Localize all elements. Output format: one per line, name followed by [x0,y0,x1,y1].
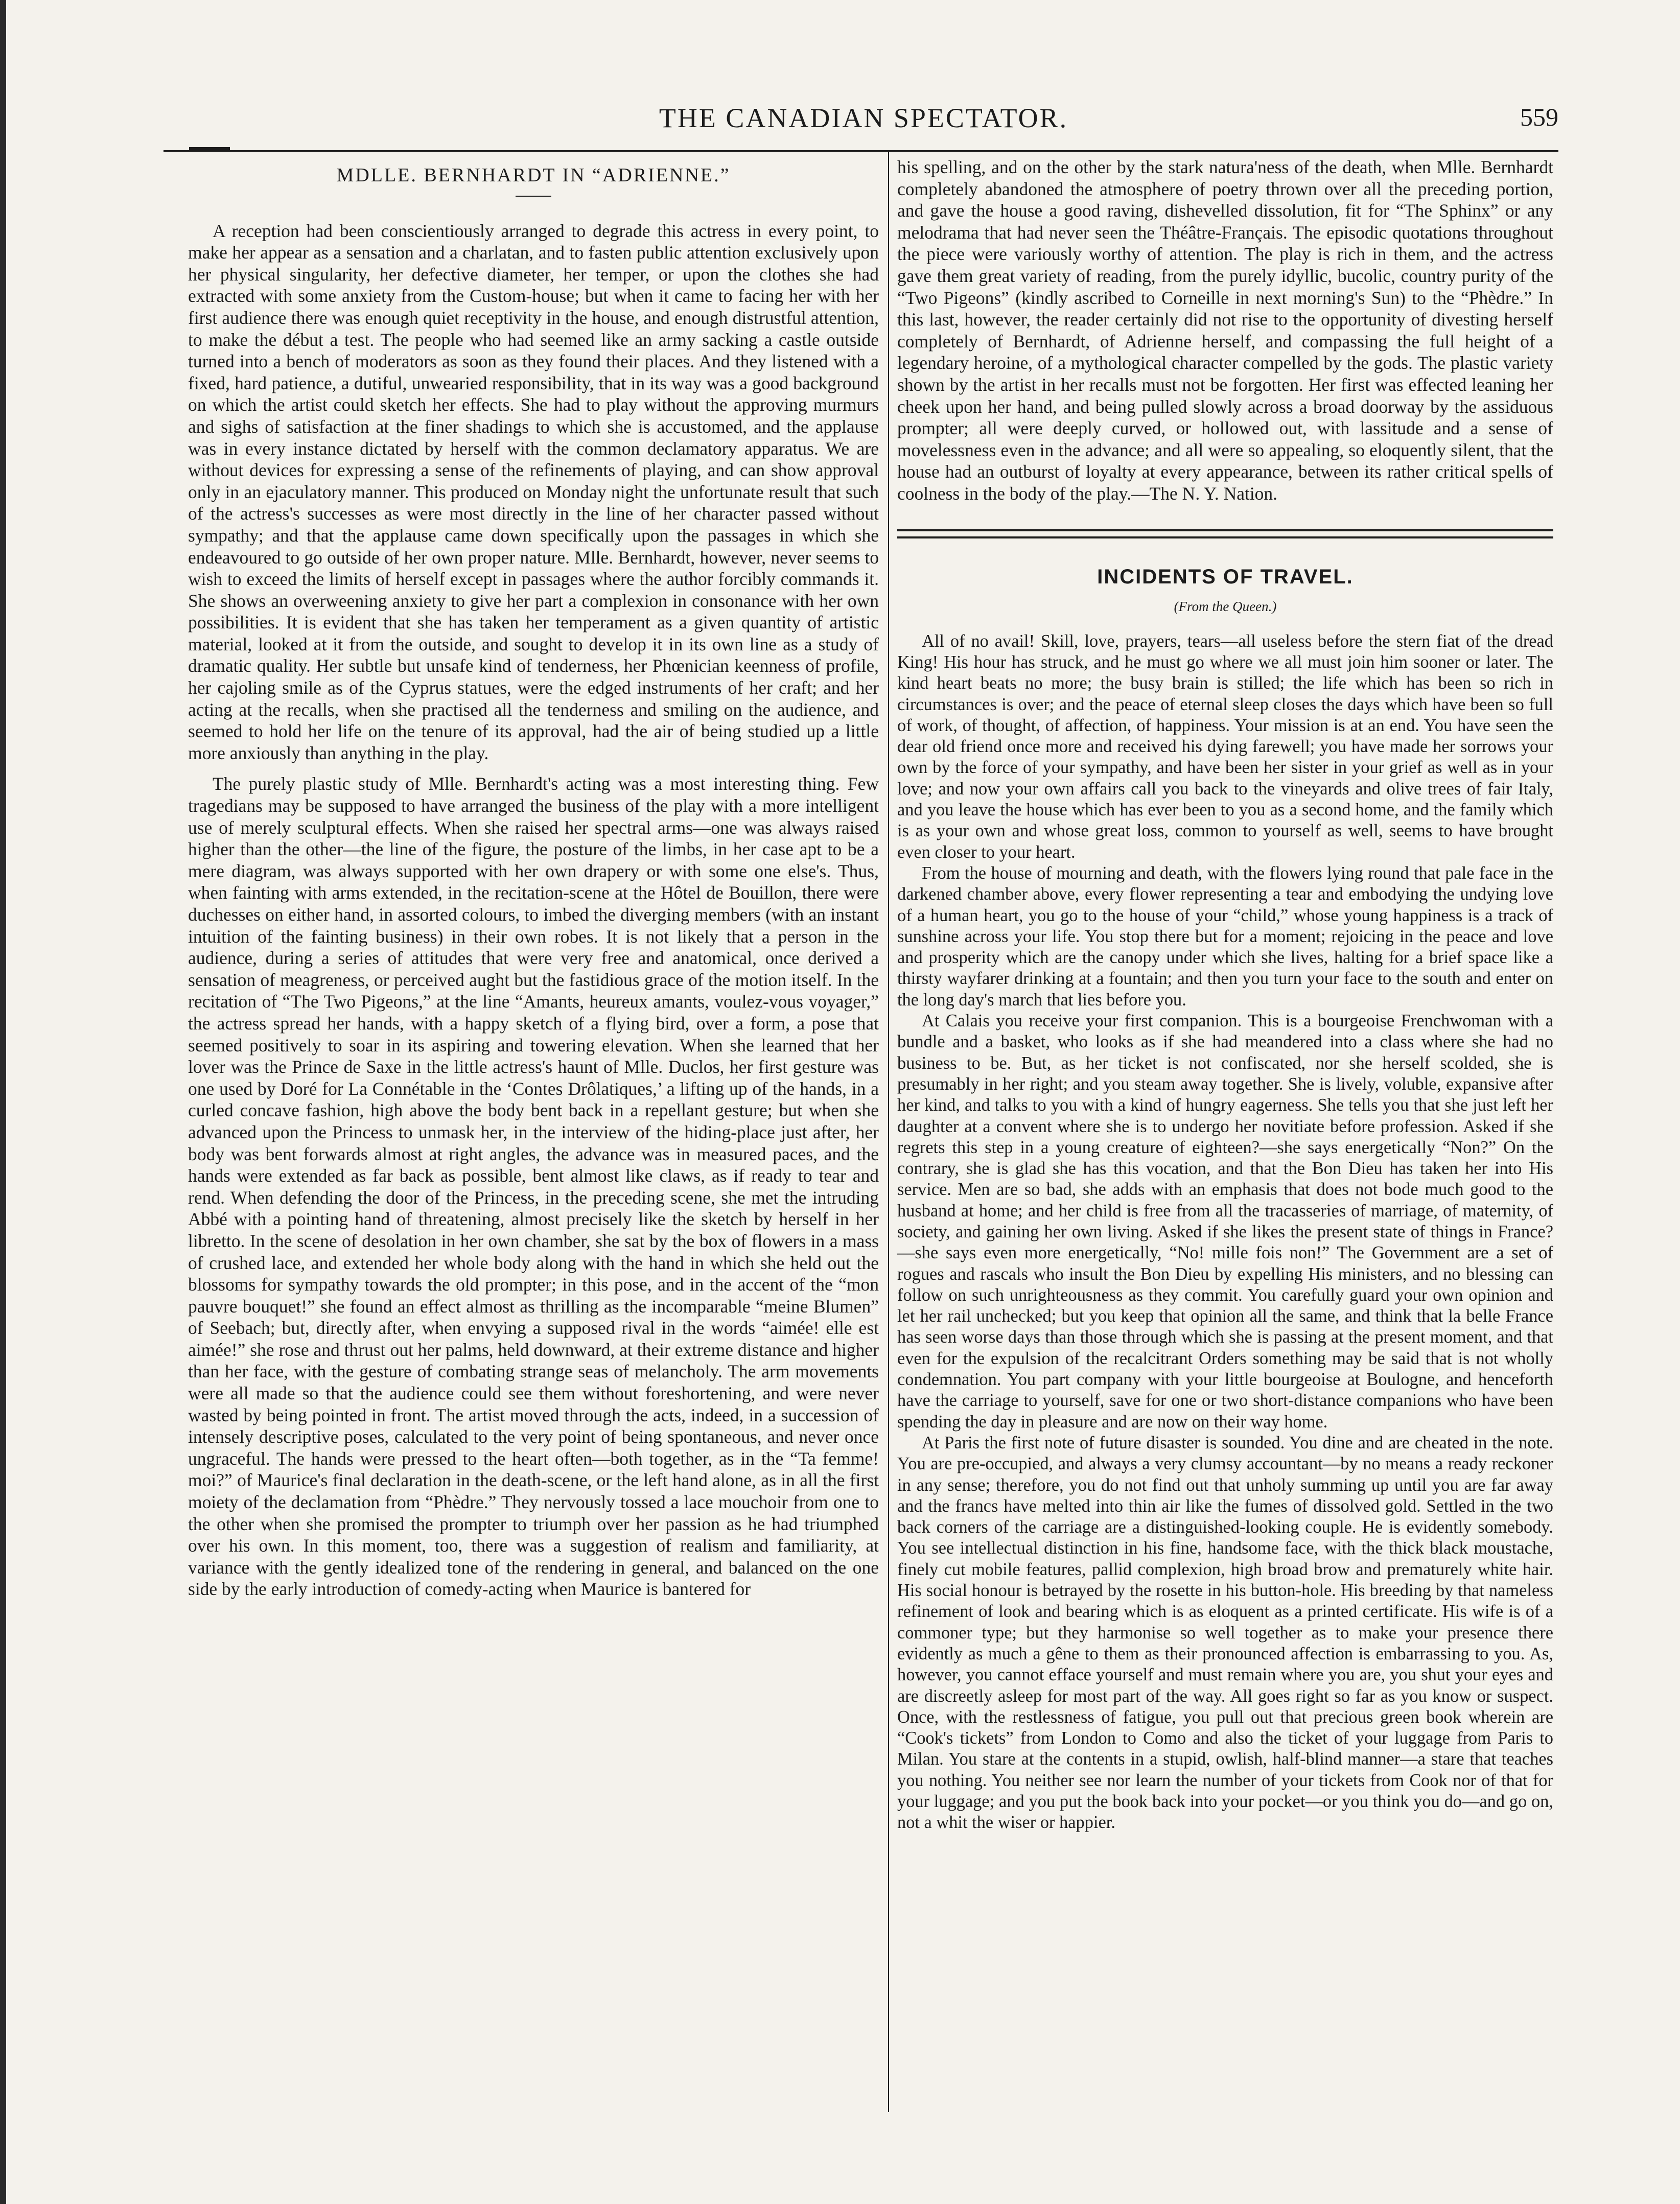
article-paragraph: At Paris the first note of future disaster is sounded. You dine and are cheated in the note. You are pre-occupied, and always a very clumsy accountant—by no means a ready reckoner in any sense; therefore, you do not find out that unholy summing up until you are far away and the francs have melted into thin air like the fumes of dissolved gold. Settled in the two back corners of the carriage are a distinguished-looking couple. He is evidently somebody. You see intellectual distinction in his fine, handsome face, with the thick black moustache, finely cut mobile features, pallid complexion, high broad brow and prematurely white hair. His social honour is betrayed by the rosette in his button-hole. His breeding by that nameless refinement of look and bearing which is as eloquent as a printed certificate. His wife is of a commoner type; but they harmonise so well together as to make your presence there evidently as much a gêne to them as their pronounced affection is embarrassing to you. As, however, you cannot efface yourself and must remain where you are, you shut your eyes and are discreetly asleep for most part of the way. All goes right so far as you know or suspect. Once, with the restlessness of fatigue, you pull out that precious green book wherein are “Cook's tickets” from London to Como and also the ticket of your luggage from Paris to Milan. You stare at the contents in a stupid, owlish, half-blind manner—a stare that teaches you nothing. You neither see nor learn the number of your tickets from Cook nor of that for your luggage; and you put the book back into your pocket—or you think you do—and go on, not a whit the wiser or happier. [897,1433,1553,1833]
binding-edge [0,0,6,2204]
article-paragraph: At Calais you receive your first companion. This is a bourgeoise Frenchwoman with a bundle and a basket, who looks as if she had meandered into a class where she had no business to be. But, as her ticket is not confiscated, nor she herself scolded, she is presumably in her right; and you steam away together. She is lively, voluble, expansive after her kind, and talks to you with a kind of hungry eagerness. She tells you that she just left her daughter at a convent where she is to undergo her novitiate before profession. Asked if she regrets this step in a young creature of eighteen?—she says energetically “Non?” On the contrary, she is glad she has this vocation, and that the Bon Dieu has taken her into His service. Men are so bad, she adds with an emphasis that does not bode much good to the husband at home; and her child is free from all the tracasseries of marriage, of maternity, of society, and gaining her own living. Asked if she likes the present state of things in France?—she says even more energetically, “No! mille fois non!” The Government are a set of rogues and rascals who insult the Bon Dieu by expelling His ministers, and no blessing can follow on such unrighteousness as they commit. You carefully guard your own opinion and let her rail unchecked; but you keep that opinion all the same, and think that la belle France has seen worse days than those through which she is passing at the present moment, and that even for the expulsion of the recalcitrant Orders something may be said that is not wholly condemnation. You part company with your little bourgeoise at Boulogne, and henceforth have the carriage to yourself, save for one or two short-distance companions who have been spending the day in pleasure and are now on their way home. [897,1011,1553,1432]
column-right [897,156,1553,1834]
travel-body [897,631,1553,1834]
section-divider [897,529,1553,538]
article-title-bernhardt: MDLLE. BERNHARDT IN “ADRIENNE.” [336,165,731,186]
page-number: 559 [1520,103,1558,131]
article-paragraph: The purely plastic study of Mlle. Bernhardt's acting was a most interesting thing. Few tragedians may be supposed to have arranged the business of the play with a more intelligent use of merely sculptural effects. When she raised her spectral arms—one was always raised higher than the other—the line of the figure, the posture of the limbs, in her case apt to be a mere diagram, was always supported with her own drapery or with some one else's. Thus, when fainting with arms extended, in the recitation-scene at the Hôtel de Bouillon, there were duchesses on either hand, in assorted colours, to imbed the diverging members (with an instant intuition of the fainting business) in their own robes. It is not likely that a person in the audience, during a series of attitudes that were very free and anatomical, once derived a sensation of meagreness, or perceived aught but the fastidious grace of the motion itself. In the recitation of “The Two Pigeons,” at the line “Amants, heureux amants, voulez-vous voyager,” the actress spread her hands, with a happy sketch of a flying bird, over a form, a pose that seemed positively to soar in its aspiring and towering elevation. When she learned that her lover was the Prince de Saxe in the little actress's haunt of Mlle. Duclos, her first gesture was one used by Doré for La Connétable in the ‘Contes Drôlatiques,’ a lifting up of the hands, in a curled concave fashion, high above the body bent back in a repellant gesture; but when she advanced upon the Princess to unmask her, in the interview of the hiding-place just after, her body was bent forwards almost at right angles, the advance was in measured paces, and the hands were extended as far back as possible, bent almost like claws, as if ready to tear and rend. When defending the door of the Princess, in the preceding scene, she met the intruding Abbé with a pointing hand of threatening, almost precisely like the sketch by herself in her libretto. In the scene of desolation in her own chamber, she sat by the box of flowers in a mass of crushed lace, and extended her whole body along with the hand in which she held out the blossoms for sympathy towards the old prompter; in this pose, and in the accent of the “mon pauvre bouquet!” she found an effect almost as thrilling as the incomparable “meine Blumen” of Seebach; but, directly after, when envying a supposed rival in the words “aimée! elle est aimée!” she rose and thrust out her palms, held downward, at their extreme distance and higher than her face, with the gesture of combating strange seas of melancholy. The arm movements were all made so that the audience could see them without foreshortening, and were never wasted by being pointed in front. The artist moved through the acts, indeed, in a succession of intensely descriptive poses, calculated to the very point of being spontaneous, and never once ungraceful. The hands were pressed to the heart often—both together, as in the “Ta femme! moi?” of Maurice's final declaration in the death-scene, or the left hand alone, as in all the first moiety of the declamation from “Phèdre.” They nervously tossed a lace mouchoir from one to the other when she promised the prompter to triumph over her passion as he had triumphed over his own. In this moment, too, there was a suggestion of realism and familiarity, at variance with the gently idealized tone of the rendering in general, and balanced on the one side by the early introduction of comedy-acting when Maurice is bantered for [188,773,879,1600]
page-header [169,102,1558,138]
article-paragraph-continued: his spelling, and on the other by the stark natura'ness of the death, when Mlle. Bernhardt completely abandoned the atmosphere of poetry thrown over all the preceding portion, and gave the house a good raving, dishevelled dissolution, fit for “The Sphinx” or any melodrama that had never seen the Théâtre-Français. The episodic quotations throughout the piece were variously worthy of attention. The play is rich in them, and the actress gave them great variety of reading, from the purely idyllic, bucolic, country purity of the “Two Pigeons” (kindly ascribed to Corneille in next morning's Sun) to the “Phèdre.” In this last, however, the reader certainly did not rise to the opportunity of divesting herself completely of Bernhardt, of Adrienne herself, and compassing the full height of a legendary heroine, of a mythological character compelled by the gods. The plastic variety shown by the artist in her recalls must not be forgotten. Her first was effected leaning her cheek upon her hand, and being pulled slowly across a broad doorway by the assiduous prompter; all were deeply curved, or hollowed out, with lassitude and a sense of movelessness even in the advance; and all were so appealing, so eloquently silent, that the house had an outburst of loyalty at every appearance, between its rather critical spells of coolness in the body of the play.—The N. Y. Nation. [897,157,1553,504]
header-rule [164,150,1558,152]
running-head: THE CANADIAN SPECTATOR. [659,103,1068,133]
article-paragraph: All of no avail! Skill, love, prayers, tears—all useless before the stern fiat of the dread King! His hour has struck, and he must go where we all must join him sooner or later. The kind heart beats no more; the busy brain is stilled; the life which has been so rich in circumstances is over; and the peace of eternal sleep closes the days which have been so full of work, of thought, of affection, of happiness. Your mission is at an end. You have seen the dear old friend once more and received his dying farewell; you have made her sorrows your own by the force of your sympathy, and have been her sister in your grief as well as in your love; and now your own affairs call you back to the vineyards and olive trees of fair Italy, and you leave the house which has ever been to you as a second home, and the family which is as your own and whose great loss, common to yourself as well, seems to have brought even closer to your heart. [897,631,1553,862]
article-paragraph: A reception had been conscientiously arranged to degrade this actress in every point, to make her appear as a sensation and a charlatan, and to fasten public attention exclusively upon her physical singularity, her defective diameter, her temper, or upon the clothes she had extracted with some anxiety from the Custom-house; but when it came to facing her with her first audience there was enough quiet receptivity in the house, and enough distrustful attention, to make the début a test. The people who had seemed like an army sacking a castle outside turned into a bench of moderators as soon as they found their places. And they listened with a fixed, hard patience, a dutiful, unwearied responsibility, that in its way was a good background on which the artist could sketch her effects. She had to play without the approving murmurs and sighs of satisfaction at the finer shadings to which she is accustomed, and the applause was in every instance dictated by herself with the common declamatory apparatus. We are without devices for expressing a sense of the refinements of playing, and can show approval only in an ejaculatory manner. This produced on Monday night the unfortunate result that such of the actress's successes as were most directly in the line of her character passed without sympathy; and that the applause came down specifically upon the passages in which she endeavoured to go outside of her own proper nature. Mlle. Bernhardt, however, never seems to wish to exceed the limits of herself except in passages where the author forcibly commands it. She shows an overweening anxiety to give her part a complexion in consonance with her own possibilities. It is evident that she has taken her temperament as a given quantity of artistic material, looked at it from the outside, and sought to develop it in its own line as a study of dramatic quality. Her subtle but unsafe kind of tenderness, her Phœnician keenness of profile, her cajoling smile as of the Cyprus statues, were the edged instruments of her craft; and her acting at the recalls, when she practised all the tenderness and smiling on the audience, and seemed to hold her life on the tenure of its approval, had the air of being studied up a little more anxiously than anything in the play. [188,220,879,763]
column-left [188,161,879,1600]
title-underline [516,196,551,197]
column-divider [888,152,889,2112]
article-source: (From the Queen.) [1174,599,1277,615]
article-title-travel: INCIDENTS OF TRAVEL. [1097,565,1354,588]
article-paragraph: From the house of mourning and death, with the flowers lying round that pale face in the darkened chamber above, every flower representing a tear and embodying the undying love of a human heart, you go to the house of your “child,” whose young happiness is a track of sunshine across your life. You stop there but for a moment; rejoicing in the peace and love and prosperity which are the canopy under which she lives, halting for a brief space like a thirsty wayfarer drinking at a fountain; and then you turn your face to the south and enter on the long day's march that lies before you. [897,863,1553,1010]
